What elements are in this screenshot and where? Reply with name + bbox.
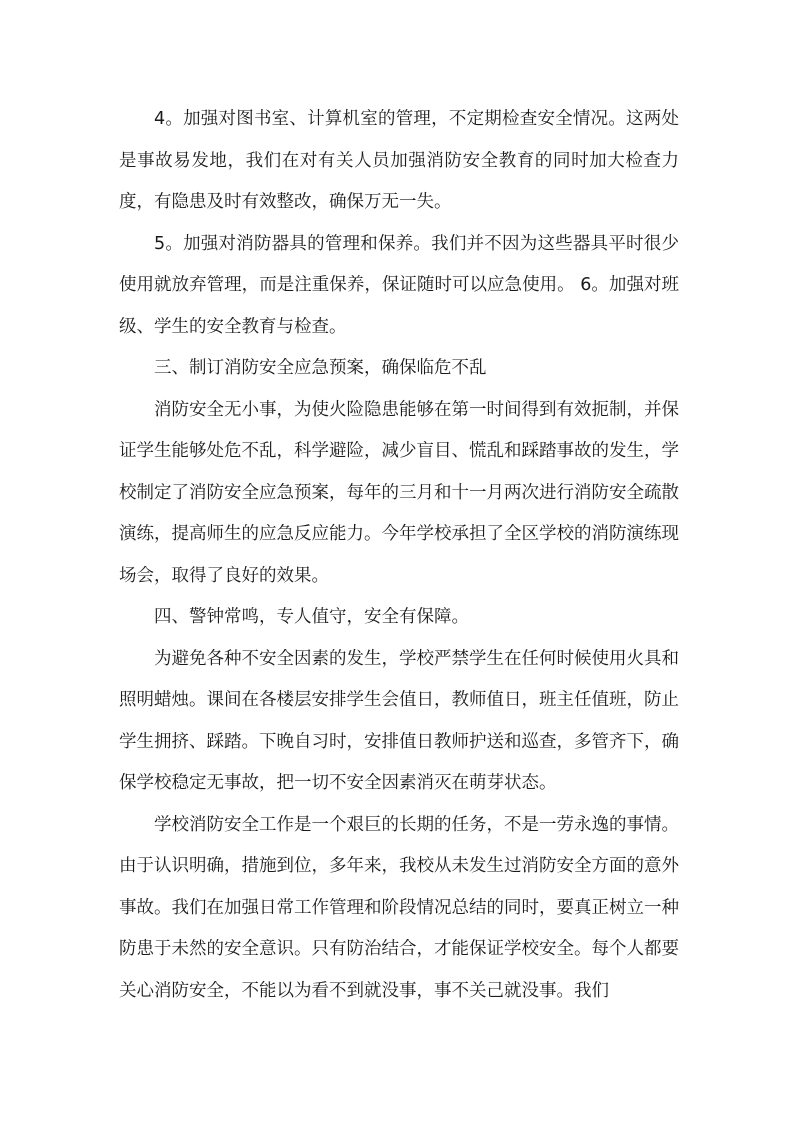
heading-emergency-plan: 三、制订消防安全应急预案，确保临危不乱 (154, 358, 487, 378)
heading-duty-watch: 四、警钟常鸣，专人值守，安全有保障。 (154, 607, 469, 627)
paragraph-emergency-plan: 消防安全无小事，为使火险隐患能够在第一时间得到有效扼制，并保证学生能够处危不乱，科学避险，减少盲目、慌乱和踩踏事故的发生，学校制定了消防安全应急预案，每年的三月和十一月两次进行消防安全疏散演练，提高师生的应急反应能力。今年学校承担了全区学校的消防演练现场会，取得了良好的效果。 (119, 399, 679, 586)
paragraph-library-computer-room: 4。加强对图书室、计算机室的管理，不定期检查安全情况。这两处是事故易发地，我们在对有关人员加强消防安全教育的同时加大检查力度，有隐患及时有效整改，确保万无一失。 (119, 109, 679, 212)
paragraph-duty-watch: 为避免各种不安全因素的发生，学校严禁学生在任何时候使用火具和照明蜡烛。课间在各楼层安排学生会值日，教师值日，班主任值班，防止学生拥挤、踩踏。下晚自习时，安排值日教师护送和巡查，多管齐下，确保学校稳定无事故，把一切不安全因素消灭在萌芽状态。 (119, 648, 679, 793)
document-body (119, 99, 679, 1012)
paragraph-conclusion: 学校消防安全工作是一个艰巨的长期的任务，不是一劳永逸的事情。由于认识明确，措施到位，多年来，我校从未发生过消防安全方面的意外事故。我们在加强日常工作管理和阶段情况总结的同时，要真正树立一种防患于未然的安全意识。只有防治结合，才能保证学校安全。每个人都要关心消防安全，不能以为看不到就没事，事不关己就没事。我们 (119, 814, 679, 1001)
paragraph-fire-equipment: 5。加强对消防器具的管理和保养。我们并不因为这些器具平时很少使用就放弃管理，而是注重保养，保证随时可以应急使用。 6。加强对班级、学生的安全教育与检查。 (119, 233, 679, 337)
